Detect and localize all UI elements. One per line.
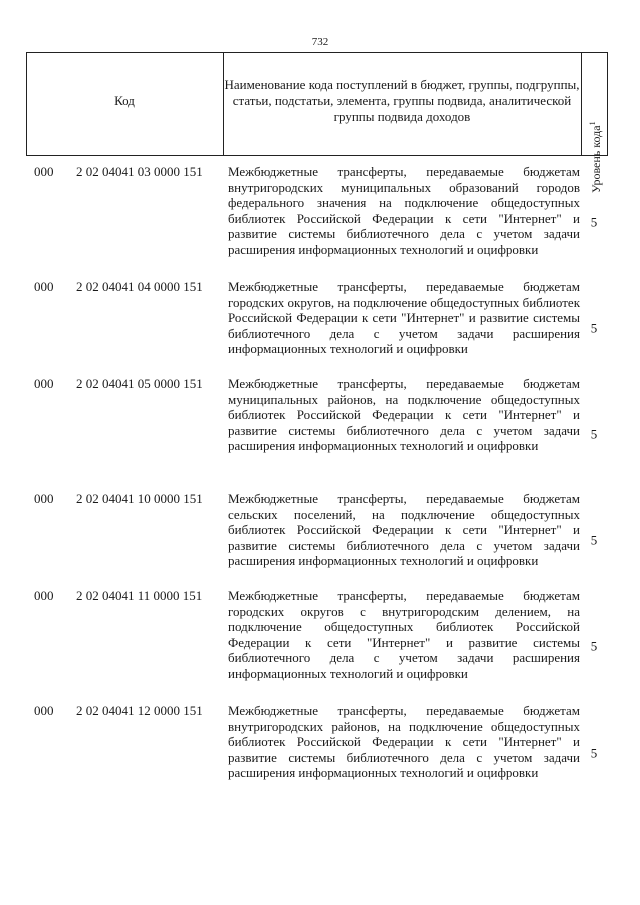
- row-income-code: 2 02 04041 05 0000 151: [76, 376, 203, 391]
- row-admin-code: 000: [34, 588, 54, 603]
- row-admin-code: 000: [34, 279, 54, 294]
- table-body: [34, 164, 608, 803]
- row-admin-code: 000: [34, 703, 54, 718]
- header-border-right: [607, 53, 608, 155]
- row-level: 5: [590, 213, 598, 229]
- row-income-name: Межбюджетные трансферты, передаваемые бюджетам городских округов, на подключение общедоступных библиотек Российской Федерации к сети "Интернет" и развитие системы библиотечного дела с учетом задачи расширения информационных технологий и оцифровки: [228, 279, 581, 356]
- row-income-code: 2 02 04041 12 0000 151: [76, 703, 203, 718]
- row-income-name: Межбюджетные трансферты, передаваемые бюджетам муниципальных районов, на подключение общедоступных библиотек Российской Федерации к сети "Интернет" и развитие системы библиотечного дела с учетом задачи расширения информационных технологий и оцифровки: [228, 376, 580, 453]
- row-level: 5: [590, 531, 598, 547]
- table-row: [34, 164, 608, 279]
- header-level-footnote: 1: [588, 121, 597, 126]
- row-level: 5: [590, 319, 598, 335]
- table-row: [34, 279, 608, 376]
- page-number: 732: [311, 36, 329, 48]
- row-admin-code: 000: [34, 376, 54, 391]
- row-income-name: Межбюджетные трансферты, передаваемые бюджетам сельских поселений, на подключение общедоступных библиотек Российской Федерации к сети "Интернет" и развитие системы библиотечного дела с учетом задачи расширения информационных технологий и оцифровки: [228, 491, 580, 568]
- row-income-code: 2 02 04041 10 0000 151: [76, 491, 203, 506]
- row-income-code: 2 02 04041 03 0000 151: [76, 164, 203, 179]
- row-level: 5: [590, 425, 598, 441]
- header-level-label: Уровень кода: [589, 125, 603, 193]
- table-row: [34, 703, 608, 803]
- row-level: 5: [590, 637, 598, 653]
- row-admin-code: 000: [34, 491, 54, 506]
- row-income-code: 2 02 04041 11 0000 151: [76, 588, 203, 603]
- row-income-name: Межбюджетные трансферты, передаваемые бюджетам городских округов с внутригородским делением, на подключение общедоступных библиотек Российской Федерации к сети "Интернет" и развитие системы библиотечного дела с учетом задачи расширения информационных технологий и оцифровки: [228, 588, 580, 681]
- row-admin-code: 000: [34, 164, 54, 179]
- row-income-code: 2 02 04041 04 0000 151: [76, 279, 203, 294]
- table-row: [34, 491, 608, 588]
- row-level: 5: [590, 745, 598, 761]
- row-income-name: Межбюджетные трансферты, передаваемые бюджетам внутригородских районов, на подключение общедоступных библиотек Российской Федерации к сети "Интернет" и развитие системы библиотечного дела с учетом задачи расширения информационных технологий и оцифровки: [228, 703, 580, 780]
- table-row: [34, 376, 608, 491]
- header-code: Код: [114, 93, 135, 108]
- header-border-name-level: [581, 53, 582, 155]
- header-name: Наименование кода поступлений в бюджет, группы, подгруппы, статьи, подстатьи, элемента, группы подвида, аналитической группы подвида доходов: [224, 77, 580, 124]
- row-income-name: Межбюджетные трансферты, передаваемые бюджетам внутригородских муниципальных образований городов федерального значения на подключение общедоступных библиотек Российской Федерации к сети "Интернет" и развитие системы библиотечного дела с учетом задачи расширения информационных технологий и оцифровки: [228, 164, 580, 257]
- table-row: [34, 588, 608, 703]
